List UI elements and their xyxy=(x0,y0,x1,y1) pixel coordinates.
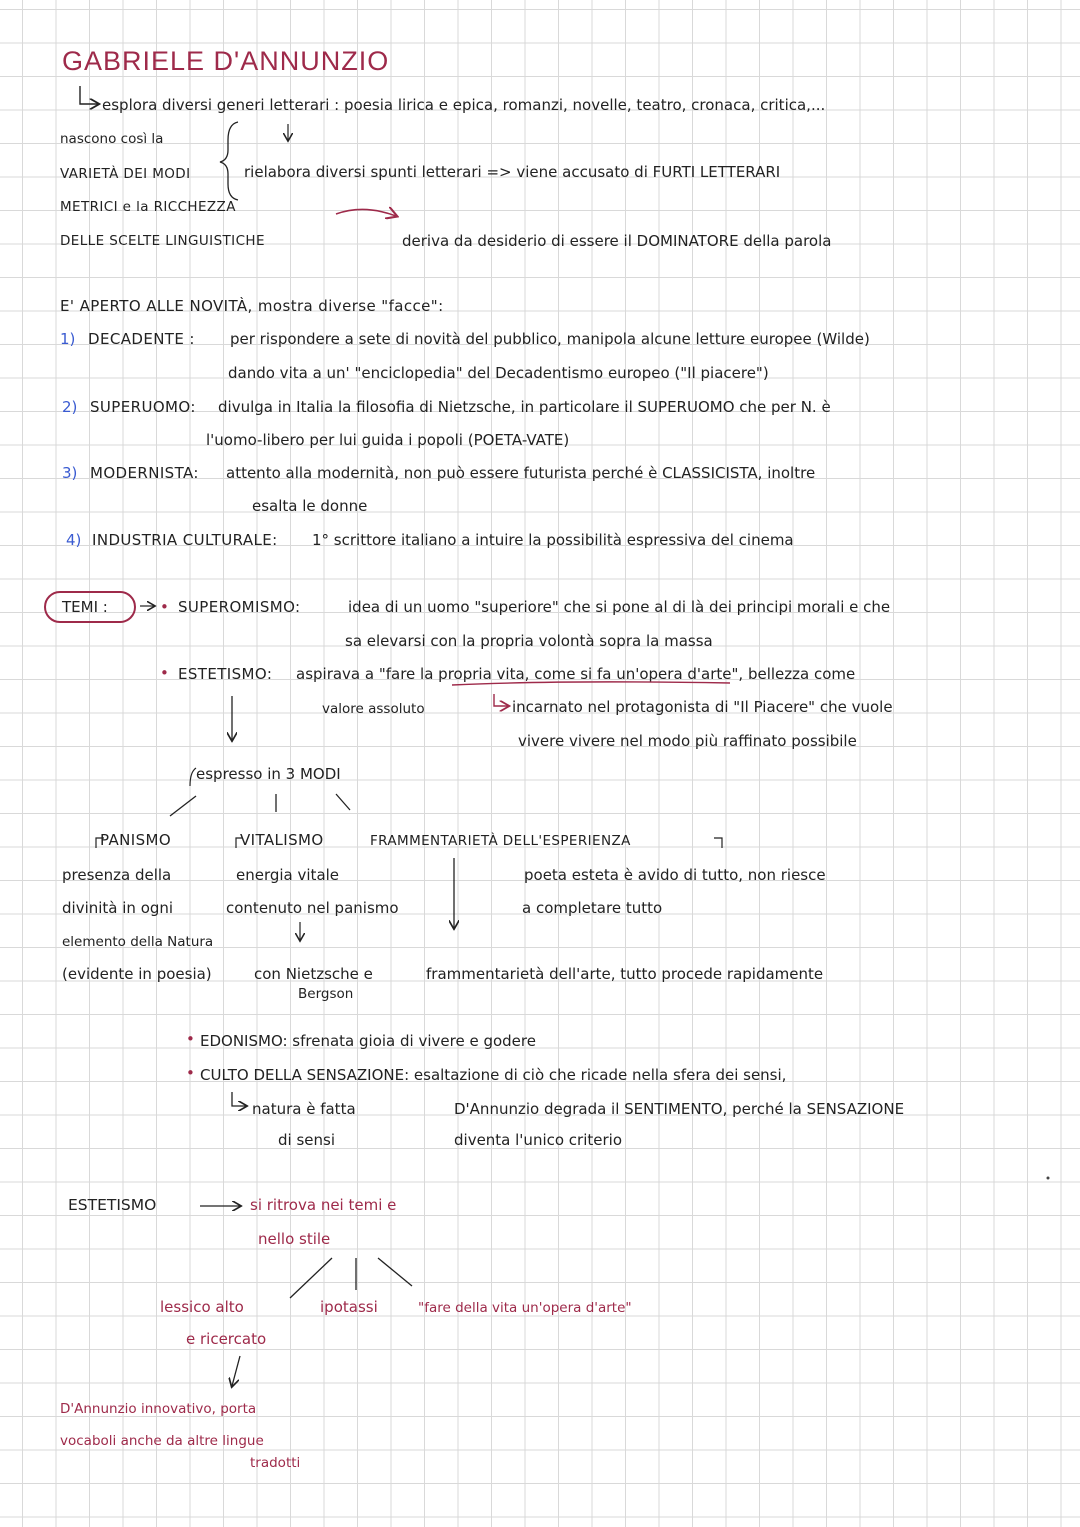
return-arrow-icon xyxy=(232,1092,246,1106)
return-arrow-icon xyxy=(80,86,98,104)
facce-item-1-num: 1) xyxy=(60,330,76,348)
bullet-dot: • xyxy=(160,664,169,682)
valore-text: valore assoluto xyxy=(322,701,425,717)
facce-item-4-num: 4) xyxy=(66,531,82,549)
page-title: GABRIELE D'ANNUNZIO xyxy=(62,46,390,76)
culto-text: CULTO DELLA SENSAZIONE: esaltazione di ciò che ricade nella sfera dei sensi, xyxy=(200,1066,787,1084)
facce-item-1-text: per rispondere a sete di novità del pubblico, manipola alcune letture europee (Wilde) xyxy=(230,330,870,348)
panismo-text-3: elemento della Natura xyxy=(62,934,214,950)
rielabora-text: rielabora diversi spunti letterari => viene accusato di FURTI LETTERARI xyxy=(244,163,781,181)
facce-item-1-label: DECADENTE : xyxy=(88,330,195,348)
temi-badge xyxy=(44,591,136,623)
scelte-text: DELLE SCELTE LINGUISTICHE xyxy=(60,233,265,249)
nascono-text: nascono così la xyxy=(60,131,164,147)
framm-text-3: frammentarietà dell'arte, tutto procede rapidamente xyxy=(426,965,824,983)
metrici-text: METRICI e la RICCHEZZA xyxy=(60,199,236,215)
return-arrow-icon xyxy=(494,694,508,706)
facce-item-3-label: MODERNISTA: xyxy=(90,464,199,482)
espresso-text: espresso in 3 MODI xyxy=(196,765,341,783)
facce-header: E' APERTO ALLE NOVITÀ, mostra diverse "facce": xyxy=(60,297,444,315)
panismo-text-1: presenza della xyxy=(62,866,172,884)
estetismo-stile-label: ESTETISMO xyxy=(68,1196,157,1214)
vitalismo-text-3: con Nietzsche e xyxy=(254,965,373,983)
facce-item-2-text2: l'uomo-libero per lui guida i popoli (POETA-VATE) xyxy=(206,431,570,449)
degrada-text-1: D'Annunzio degrada il SENTIMENTO, perché la SENSAZIONE xyxy=(454,1100,905,1118)
varieta-text: VARIETÀ DEI MODI xyxy=(60,166,191,182)
vitalismo-text-2: contenuto nel panismo xyxy=(226,899,399,917)
facce-item-3-num: 3) xyxy=(62,464,78,482)
branch-line xyxy=(378,1258,412,1286)
innovativo-text-1: D'Annunzio innovativo, porta xyxy=(60,1401,257,1417)
bullet-dot: • xyxy=(186,1030,195,1048)
superomismo-text-1: idea di un uomo "superiore" che si pone al di là dei principi morali e che xyxy=(348,598,891,616)
deriva-text: deriva da desiderio di essere il DOMINATORE della parola xyxy=(402,232,832,250)
estetismo-label: ESTETISMO: xyxy=(178,665,273,683)
fare-text: "fare della vita un'opera d'arte" xyxy=(418,1300,632,1316)
ipotassi-text: ipotassi xyxy=(320,1298,378,1316)
facce-item-4-label: INDUSTRIA CULTURALE: xyxy=(92,531,278,549)
facce-item-2-label: SUPERUOMO: xyxy=(90,398,196,416)
vitalismo-label: VITALISMO xyxy=(240,831,324,849)
dot-mark xyxy=(1047,1177,1050,1180)
brace-icon xyxy=(220,122,238,200)
facce-item-4-text: 1° scrittore italiano a intuire la possibilità espressiva del cinema xyxy=(312,531,794,549)
superomismo-text-2: sa elevarsi con la propria volontà sopra la massa xyxy=(345,632,713,650)
bullet-dot: • xyxy=(186,1064,195,1082)
bullet-dot: • xyxy=(160,598,169,616)
panismo-text-2: divinità in ogni xyxy=(62,899,174,917)
genres-line: esplora diversi generi letterari : poesia lirica e epica, romanzi, novelle, teatro, cronaca, critica,... xyxy=(102,96,826,114)
facce-item-1-text2: dando vita a un' "enciclopedia" del Decadentismo europeo ("Il piacere") xyxy=(228,364,769,382)
vitalismo-text-4: Bergson xyxy=(298,986,354,1002)
degrada-text-2: diventa l'unico criterio xyxy=(454,1131,623,1149)
frammentarieta-label: FRAMMENTARIETÀ DELL'ESPERIENZA xyxy=(370,833,631,849)
panismo-text-4: (evidente in poesia) xyxy=(62,965,212,983)
lessico-text-1: lessico alto xyxy=(160,1298,244,1316)
facce-item-2-num: 2) xyxy=(62,398,78,416)
facce-item-3-text2: esalta le donne xyxy=(252,497,368,515)
estetismo-text-1: aspirava a "fare la propria vita, come si fa un'opera d'arte", bellezza come xyxy=(296,665,856,683)
facce-item-2-text: divulga in Italia la filosofia di Nietzsche, in particolare il SUPERUOMO che per N. è xyxy=(218,398,831,416)
superomismo-label: SUPEROMISMO: xyxy=(178,598,301,616)
edonismo-text: EDONISMO: sfrenata gioia di vivere e godere xyxy=(200,1032,536,1050)
natura-text-2: di sensi xyxy=(278,1131,335,1149)
ritrova-text-2: nello stile xyxy=(258,1230,331,1248)
branch-line xyxy=(170,796,196,816)
branch-line xyxy=(336,794,350,810)
curved-arrow-icon xyxy=(336,209,396,216)
framm-text-2: a completare tutto xyxy=(522,899,663,917)
lessico-text-2: e ricercato xyxy=(186,1330,267,1348)
branch-line xyxy=(290,1258,332,1298)
incarnato-text: incarnato nel protagonista di "Il Piacere" che vuole xyxy=(512,698,893,716)
natura-text-1: natura è fatta xyxy=(252,1100,356,1118)
framm-text-1: poeta esteta è avido di tutto, non riesce xyxy=(524,866,826,884)
down-arrow-icon xyxy=(232,1356,240,1386)
panismo-label: PANISMO xyxy=(100,831,172,849)
innovativo-text-2: vocaboli anche da altre lingue xyxy=(60,1433,264,1449)
vitalismo-text-1: energia vitale xyxy=(236,866,340,884)
ritrova-text-1: si ritrova nei temi e xyxy=(250,1196,397,1214)
temi-badge-label: TEMI : xyxy=(62,598,108,616)
innovativo-text-3: tradotti xyxy=(250,1455,301,1471)
facce-item-3-text: attento alla modernità, non può essere futurista perché è CLASSICISTA, inoltre xyxy=(226,464,816,482)
bracket-mark xyxy=(714,838,722,848)
vivere-text: vivere vivere nel modo più raffinato possibile xyxy=(518,732,857,750)
